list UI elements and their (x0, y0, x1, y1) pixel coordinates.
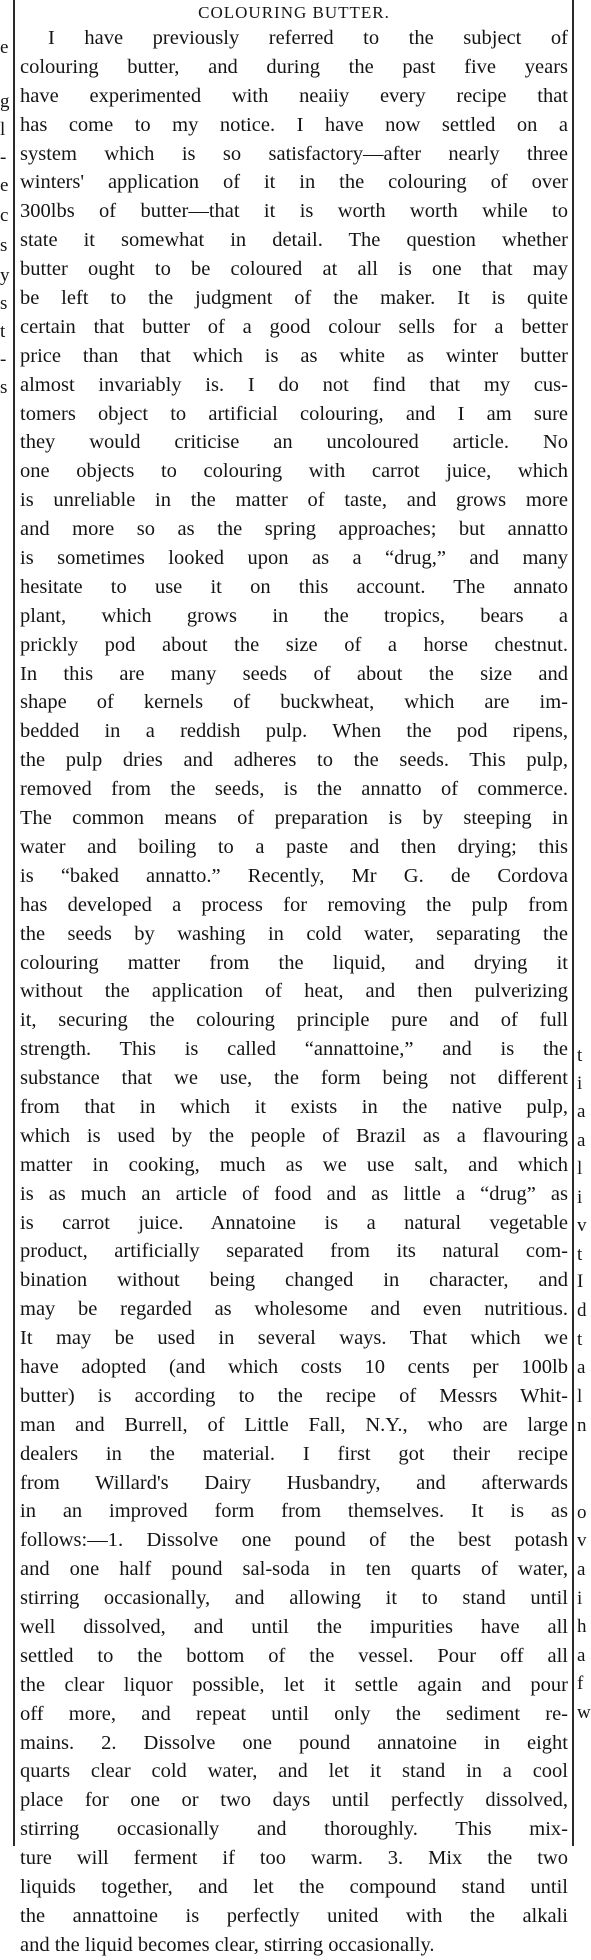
right-fragment: o (577, 1502, 587, 1523)
right-fragment: t (577, 1329, 583, 1350)
text-line: and the liquid becomes clear, stirring occasionally. (20, 1933, 435, 1956)
right-fragment: i (577, 1588, 583, 1609)
left-fragment: s (0, 235, 8, 256)
right-fragment: v (577, 1530, 587, 1551)
text-line: In this are many seeds of about the size and (20, 662, 568, 685)
right-fragment: h (577, 1616, 587, 1637)
text-line: well dissolved, and until the impurities have all (20, 1615, 568, 1638)
text-line: It may be used in several ways. That which we (20, 1327, 568, 1350)
text-line: removed from the seeds, is the annatto of commerce. (20, 778, 568, 801)
left-fragment: s (0, 377, 8, 398)
right-column-fragments (577, 0, 591, 1846)
text-line: plant, which grows in the tropics, bears a (20, 604, 568, 627)
right-fragment: a (577, 1101, 586, 1122)
text-line: almost invariably is. I do not find that my cus- (20, 373, 568, 396)
text-line: colouring butter, and during the past five years (20, 55, 568, 78)
left-fragment: l (0, 119, 6, 140)
text-line: dealers in the material. I first got their recipe (20, 1442, 568, 1465)
text-line: they would criticise an uncoloured article. No (20, 431, 568, 454)
text-line: shape of kernels of buckwheat, which are im- (20, 691, 568, 714)
left-fragment: s (0, 293, 8, 314)
left-column-fragments (0, 0, 12, 1846)
text-line: tomers object to artificial colouring, and I am sure (20, 402, 568, 425)
right-fragment: I (577, 1271, 584, 1292)
text-line: The common means of preparation is by steeping in (20, 807, 568, 830)
text-line: strength. This is called “annattoine,” and is the (20, 1038, 568, 1061)
text-line: has developed a process for removing the pulp from (20, 893, 568, 916)
text-line: is “baked annatto.” Recently, Mr G. de Cordova (20, 864, 568, 887)
right-fragment: a (577, 1559, 586, 1580)
text-line: without the application of heat, and then pulverizing (20, 980, 568, 1003)
text-line: from that in which it exists in the native pulp, (20, 1095, 568, 1118)
text-line: from Willard's Dairy Husbandry, and afterwards (20, 1471, 568, 1494)
text-line: bination without being changed in character, and (20, 1269, 568, 1292)
text-line: the annattoine is perfectly united with the alkali (20, 1904, 568, 1927)
right-fragment: t (577, 1045, 583, 1066)
right-fragment: n (577, 1415, 587, 1436)
text-line: man and Burrell, of Little Fall, N.Y., who are large (20, 1413, 568, 1436)
text-line: bedded in a reddish pulp. When the pod ripens, (20, 720, 568, 743)
text-line: is sometimes looked upon as a “drug,” and many (20, 547, 568, 570)
right-fragment: w (577, 1702, 591, 1723)
text-line: liquids together, and let the compound stand until (20, 1876, 568, 1898)
text-line: and more so as the spring approaches; but annatto (20, 518, 568, 541)
text-line: it, securing the colouring principle pure and of full (20, 1009, 568, 1032)
text-line: the seeds by washing in cold water, separating the (20, 922, 568, 945)
text-line: quarts clear cold water, and let it stand in a cool (20, 1760, 568, 1783)
article-colouring-butter (20, 0, 568, 1960)
text-line: may be regarded as wholesome and even nutritious. (20, 1298, 568, 1321)
text-line: winters' application of it in the colouring of over (20, 171, 568, 194)
text-line: price than that which is as white as winter butter (20, 344, 568, 367)
text-line: substance that we use, the form being not different (20, 1067, 568, 1090)
text-line: and one half pound sal-soda in ten quarts of water, (20, 1558, 568, 1581)
text-line: have experimented with neaiiy every recipe that (20, 84, 568, 107)
text-line: off more, and repeat until only the sediment re- (20, 1702, 568, 1725)
article-headline: COLOURING BUTTER. (198, 3, 390, 22)
text-line: hesitate to use it on this account. The annato (20, 575, 568, 598)
text-line: is carrot juice. Annatoine is a natural vegetable (20, 1211, 568, 1234)
text-line: colouring matter from the liquid, and drying it (20, 951, 568, 974)
text-line: is unreliable in the matter of taste, and grows more (20, 489, 568, 512)
text-line: product, artificially separated from its natural com- (20, 1240, 568, 1263)
text-line: prickly pod about the size of a horse chestnut. (20, 633, 568, 656)
left-fragment: - (0, 147, 7, 168)
right-fragment: l (577, 1386, 583, 1407)
right-fragment: t (577, 1244, 583, 1265)
right-fragment: f (577, 1673, 584, 1694)
right-fragment: d (577, 1300, 587, 1321)
text-line: have adopted (and which costs 10 cents per 100lb (20, 1355, 568, 1378)
text-line: state it somewhat in detail. The question whether (20, 229, 568, 252)
right-fragment: i (577, 1073, 583, 1094)
text-line: certain that butter of a good colour sells for a better (20, 315, 568, 338)
text-line: 300lbs of butter—that it is worth worth while to (20, 200, 568, 223)
left-fragment: c (0, 205, 9, 226)
text-line: which is used by the people of Brazil as a flavouring (20, 1124, 568, 1147)
text-line: be left to the judgment of the maker. It is quite (20, 287, 568, 310)
right-column-rule (572, 0, 574, 1846)
text-line: butter ought to be coloured at all is one that may (20, 258, 568, 281)
text-line: stirring occasionally and thoroughly. This mix- (20, 1818, 568, 1841)
left-column-rule (13, 0, 15, 1846)
article-body (20, 24, 568, 1960)
text-line: place for one or two days until perfectly dissolved, (20, 1789, 568, 1812)
right-fragment: a (577, 1357, 586, 1378)
right-fragment: i (577, 1187, 583, 1208)
right-fragment: l (577, 1158, 583, 1179)
text-line: ture will ferment if too warm. 3. Mix the two (20, 1847, 568, 1870)
text-line: system which is so satisfactory—after nearly three (20, 142, 568, 165)
left-fragment: t (0, 321, 6, 342)
text-line: in an improved form from themselves. It is as (20, 1500, 568, 1523)
left-fragment: e (0, 175, 9, 196)
left-fragment: - (0, 349, 7, 370)
text-line: stirring occasionally, and allowing it to stand until (20, 1587, 568, 1610)
text-line: the pulp dries and adheres to the seeds. This pulp, (20, 749, 568, 772)
right-fragment: v (577, 1215, 587, 1236)
text-line: I have previously referred to the subject of (48, 27, 568, 49)
left-fragment: e (0, 37, 9, 58)
text-line: butter) is according to the recipe of Messrs Whit- (20, 1384, 568, 1407)
text-line: matter in cooking, much as we use salt, and which (20, 1153, 568, 1176)
text-line: mains. 2. Dissolve one pound annatoine in eight (20, 1731, 568, 1754)
text-line: the clear liquor possible, let it settle again and pour (20, 1673, 568, 1696)
text-line: has come to my notice. I have now settled on a (20, 113, 568, 136)
right-fragment: a (577, 1645, 586, 1666)
right-fragment: a (577, 1130, 586, 1151)
text-line: is as much an article of food and as little a “drug” as (20, 1182, 568, 1205)
left-fragment: g (0, 91, 10, 112)
text-line: water and boiling to a paste and then drying; this (20, 835, 568, 858)
text-line: follows:—1. Dissolve one pound of the best potash (20, 1529, 568, 1552)
left-fragment: y (0, 265, 10, 286)
text-line: one objects to colouring with carrot juice, which (20, 460, 568, 483)
text-line: settled to the bottom of the vessel. Pour off all (20, 1644, 568, 1667)
